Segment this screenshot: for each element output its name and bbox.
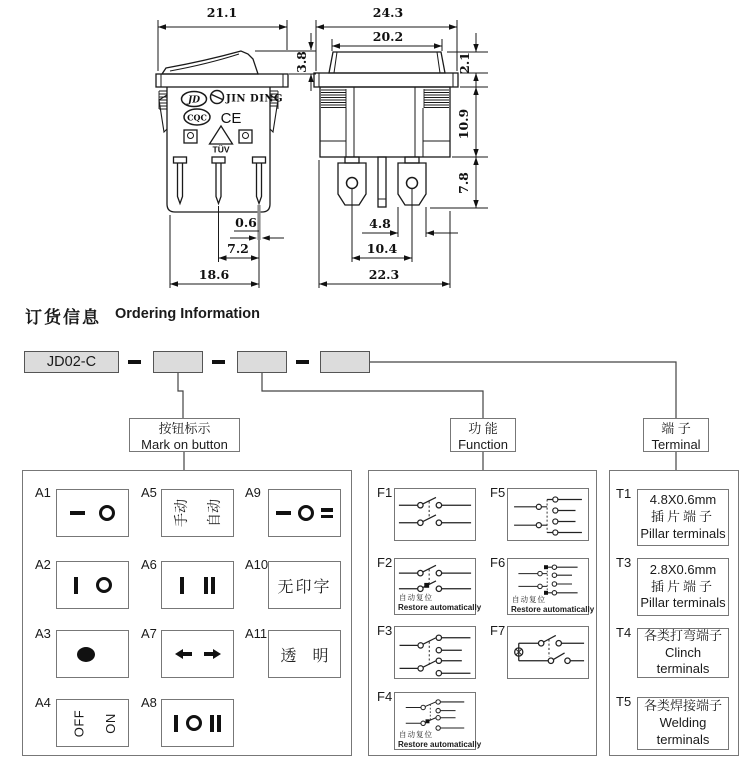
restore-auto-en: Restore automatically: [398, 739, 482, 749]
no-printing-text: 无印字: [277, 578, 332, 596]
function-option-f4: [394, 692, 482, 750]
option-code: F6: [490, 555, 506, 570]
mark-option-a8: [161, 699, 234, 747]
restore-auto-en: Restore automatically: [398, 602, 482, 612]
option-code: A4: [35, 695, 51, 710]
cert-square-left-icon: [184, 130, 197, 143]
terminal-type-zh: 各类焊接端子: [643, 698, 722, 714]
auto-text: 自动: [206, 499, 222, 527]
option-code: T4: [616, 625, 632, 640]
terminal-option-t3: [637, 558, 729, 616]
dim-side-body-width: 22.3: [368, 267, 400, 282]
group-label-terminal-en: Terminal: [651, 436, 701, 452]
terminal-type-zh: 插片端子: [650, 509, 715, 525]
option-code: F1: [377, 485, 393, 500]
dim-side-terminal-width: 4.8: [369, 216, 391, 231]
f3-circuit-diagram: [396, 632, 474, 678]
option-code: T3: [616, 555, 632, 570]
group-label-mark-en: Mark on button: [141, 436, 228, 452]
group-label-function-en: Function: [458, 436, 508, 452]
option-code: A11: [245, 626, 268, 641]
dim-side-rocker-width: 20.2: [372, 29, 404, 44]
mark-option-a2: [56, 561, 129, 609]
dim-front-rocker-height: 3.8: [294, 51, 309, 73]
group-label-terminal: [643, 418, 709, 452]
dim-side-body-height: 10.9: [456, 108, 471, 140]
bar-symbol: [174, 715, 178, 732]
technical-drawings: [0, 0, 750, 300]
option-code: T1: [616, 486, 632, 501]
manual-text: 手动: [173, 499, 189, 527]
dim-side-terminal-length: 7.8: [456, 172, 471, 194]
terminal-option-t4: [637, 628, 729, 678]
dim-side-rocker-height: 2.1: [457, 52, 472, 74]
transparent-text: 透 明: [280, 647, 329, 665]
restore-auto-zh: 自动复位: [399, 593, 433, 602]
bar-symbol: [180, 577, 184, 594]
cqc-mark-text: CQC: [187, 112, 207, 123]
function-option-f1: [394, 488, 476, 541]
group-label-function: [450, 418, 516, 452]
mark-options-panel: [22, 470, 352, 756]
f7-circuit-diagram: [509, 632, 587, 672]
terminal-type-en: Pillar terminals: [640, 595, 726, 611]
circle-symbol: [298, 505, 314, 521]
off-text: OFF: [70, 709, 86, 737]
terminal-type-en: Welding terminals: [656, 715, 710, 747]
option-code: A2: [35, 557, 51, 572]
group-label-mark-zh: 按钮标示: [158, 421, 211, 436]
dash-symbol: [70, 511, 85, 515]
dim-side-bezel-width: 24.3: [372, 5, 404, 20]
terminal-size-text: 4.8X0.6mm: [649, 492, 717, 508]
restore-auto-zh: 自动复位: [512, 595, 546, 604]
option-code: A9: [245, 485, 261, 500]
f5-circuit-diagram: [509, 494, 587, 538]
mark-option-a5: [161, 489, 234, 537]
model-code-box: JD02-C: [24, 351, 119, 373]
terminal-size-text: 2.8X0.6mm: [649, 561, 717, 577]
function-option-f7: [507, 626, 589, 679]
dim-front-pin-spacing: 7.2: [227, 241, 249, 256]
group-label-mark-on-button: [129, 418, 240, 452]
mark-option-a10: [268, 561, 341, 609]
tuv-mark-text: TÜV: [212, 144, 230, 155]
restore-auto-zh: 自动复位: [399, 730, 433, 740]
function-options-panel: [368, 470, 597, 756]
right-arrow-icon: [204, 649, 221, 659]
double-bar-symbol: [204, 577, 215, 594]
dash-symbol: [276, 511, 291, 515]
mark-option-a1: [56, 489, 129, 537]
option-code: F4: [377, 689, 393, 704]
mounting-wing-left: [159, 95, 167, 132]
f2-circuit-diagram: [396, 564, 474, 594]
group-label-terminal-zh: 端 子: [661, 421, 691, 436]
circle-symbol: [99, 505, 115, 521]
terminal-options-panel: [609, 470, 739, 756]
option-code: T5: [616, 694, 632, 709]
option-code: F2: [377, 555, 393, 570]
dim-front-pin-thickness: 0.6: [235, 215, 257, 230]
f6-circuit-diagram: [509, 564, 587, 596]
option-code: A1: [35, 485, 51, 500]
terminal-type-zh: 各类打弯端子: [643, 627, 722, 643]
f4-circuit-diagram: [396, 698, 474, 731]
terminal-option-t1: [637, 489, 729, 546]
equals-symbol: [321, 508, 333, 518]
terminal-type-en: Clinch terminals: [656, 644, 710, 677]
on-text: ON: [102, 712, 118, 734]
circle-symbol: [96, 577, 112, 593]
section-title-zh: 订货信息: [25, 308, 101, 327]
dim-front-body-width: 18.6: [198, 267, 230, 282]
double-bar-symbol: [210, 715, 221, 732]
restore-auto-en: Restore automatically: [511, 604, 595, 614]
option-code: F3: [377, 623, 393, 638]
cert-square-right-icon: [239, 130, 252, 143]
ordering-connector-lines: [0, 355, 750, 472]
mark-option-a9: [268, 489, 341, 537]
mark-option-a6: [161, 561, 234, 609]
option-code: F5: [490, 485, 506, 500]
circle-symbol: [186, 715, 202, 731]
side-view-drawing: [314, 5, 488, 288]
option-code: A5: [141, 485, 157, 500]
option-code: A3: [35, 626, 51, 641]
group-label-function-zh: 功 能: [468, 421, 498, 436]
option-code: F7: [490, 623, 506, 638]
mark-option-a3: [56, 630, 129, 678]
option-code: A6: [141, 557, 157, 572]
bar-symbol: [74, 577, 78, 594]
dot-symbol: [77, 647, 95, 662]
function-option-f2: [394, 558, 482, 615]
terminal-option-t5: [637, 697, 729, 750]
mark-option-a7: [161, 630, 234, 678]
function-option-f3: [394, 626, 476, 679]
f1-circuit-diagram: [396, 494, 474, 532]
function-option-f5: [507, 488, 589, 541]
dim-front-bezel-width: 21.1: [206, 5, 238, 20]
section-title-en: Ordering Information: [115, 306, 260, 322]
ce-mark-text: CE: [220, 110, 242, 127]
left-arrow-icon: [175, 649, 192, 659]
option-code: A10: [245, 557, 269, 572]
brand-text: JIN DING: [226, 93, 284, 105]
mark-option-a4: [56, 699, 129, 747]
tuv-triangle-icon: [210, 126, 233, 144]
terminal-type-en: Pillar terminals: [640, 525, 726, 541]
dim-side-terminal-spacing: 10.4: [366, 241, 398, 256]
front-view-drawing: [156, 5, 316, 288]
option-code: A7: [141, 626, 157, 641]
mark-option-a11: [268, 630, 341, 678]
option-code: A8: [141, 695, 157, 710]
jd-logo-text: JD: [187, 95, 201, 106]
terminal-type-zh: 插片端子: [650, 578, 715, 594]
function-option-f6: [507, 558, 595, 615]
